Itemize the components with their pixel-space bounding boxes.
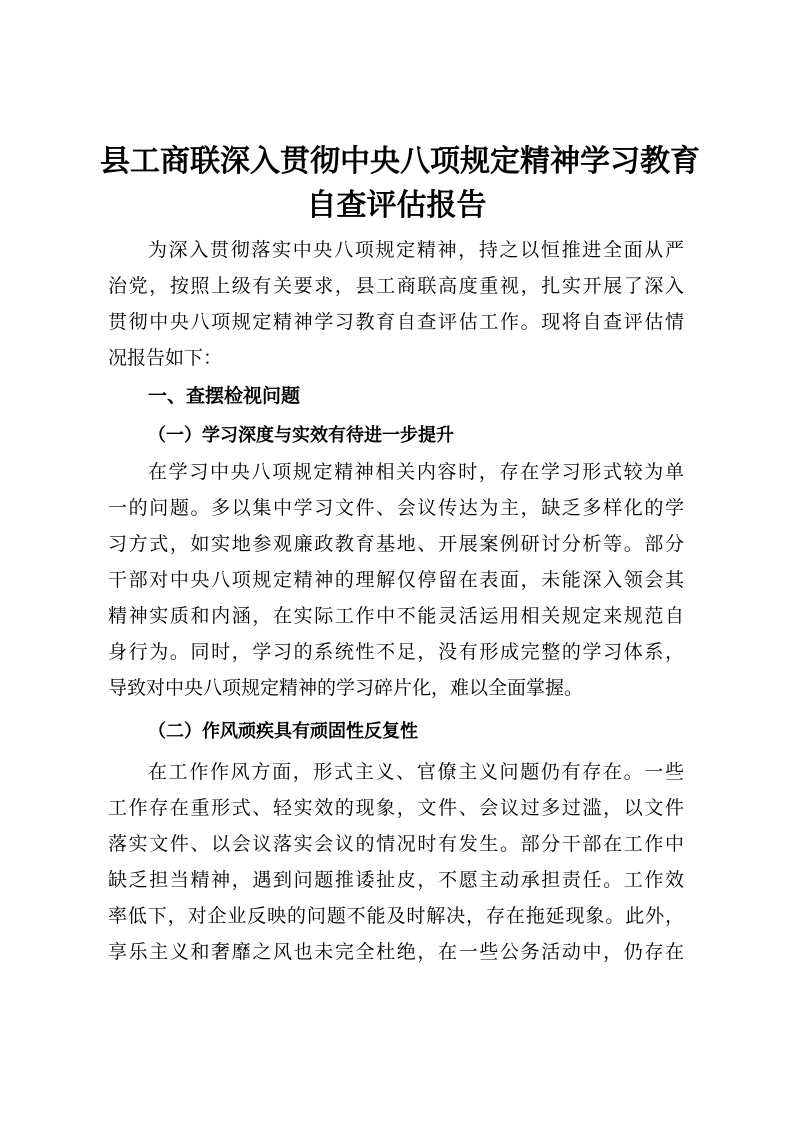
sub1-line-6: 身行为。同时，学习的系统性不足，没有形成完整的学习体系， — [108, 641, 684, 663]
subsection-2-heading: （二）作风顽疾具有顽固性反复性 — [148, 721, 418, 742]
sub2-line-5: 率低下，对企业反映的问题不能及时解决，存在拖延现象。此外， — [108, 905, 684, 927]
sub2-line-1: 在工作作风方面，形式主义、官僚主义问题仍有存在。一些 — [148, 761, 684, 783]
sub2-line-4: 缺乏担当精神，遇到问题推诿扯皮，不愿主动承担责任。工作效 — [108, 869, 684, 891]
subsection-1-heading: （一）学习深度与实效有待进一步提升 — [148, 425, 454, 446]
sub2-line-6: 享乐主义和奢靡之风也未完全杜绝，在一些公务活动中，仍存在 — [108, 941, 684, 963]
intro-line-3: 贯彻中央八项规定精神学习教育自查评估工作。现将自查评估情 — [108, 311, 684, 333]
document-title-line-1: 县工商联深入贯彻中央八项规定精神学习教育 — [100, 144, 700, 179]
sub2-line-2: 工作存在重形式、轻实效的现象，文件、会议过多过滥，以文件 — [108, 797, 684, 819]
document-title-line-2: 自查评估报告 — [306, 188, 487, 223]
intro-line-2: 治党，按照上级有关要求，县工商联高度重视，扎实开展了深入 — [108, 275, 684, 297]
sub1-line-3: 习方式，如实地参观廉政教育基地、开展案例研讨分析等。部分 — [108, 533, 684, 555]
sub1-line-5: 精神实质和内涵，在实际工作中不能灵活运用相关规定来规范自 — [108, 605, 684, 627]
sub2-line-3: 落实文件、以会议落实会议的情况时有发生。部分干部在工作中 — [108, 833, 684, 855]
intro-line-4: 况报告如下： — [108, 347, 223, 369]
sub1-line-1: 在学习中央八项规定精神相关内容时，存在学习形式较为单 — [148, 461, 684, 483]
intro-line-1: 为深入贯彻落实中央八项规定精神，持之以恒推进全面从严 — [148, 239, 684, 261]
sub1-line-2: 一的问题。多以集中学习文件、会议传达为主，缺乏多样化的学 — [108, 497, 684, 519]
section-1-heading: 一、查摆检视问题 — [148, 385, 301, 407]
sub1-line-7: 导致对中央八项规定精神的学习碎片化，难以全面掌握。 — [108, 677, 584, 699]
sub1-line-4: 干部对中央八项规定精神的理解仅停留在表面，未能深入领会其 — [108, 569, 684, 591]
